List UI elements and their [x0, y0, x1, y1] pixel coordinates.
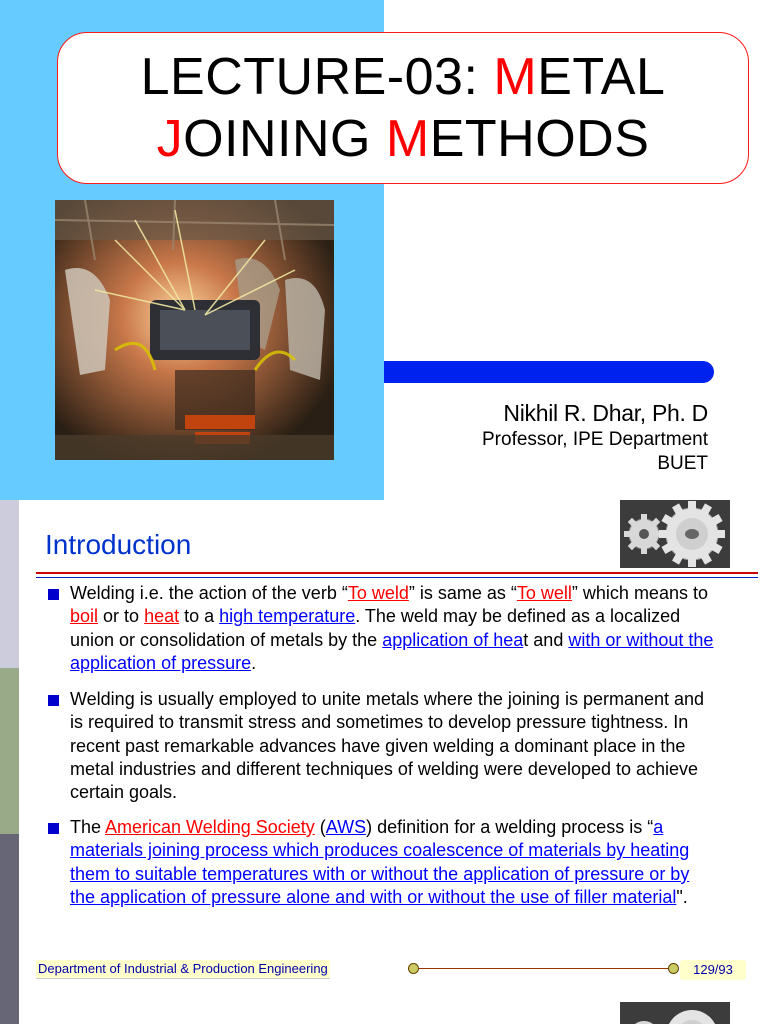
slide-heading: Introduction: [45, 529, 192, 560]
text-link[interactable]: AWS: [325, 817, 367, 837]
text-link[interactable]: To weld: [347, 583, 409, 603]
text-link[interactable]: American Welding Society: [105, 817, 315, 837]
footer-dot-left: [408, 963, 419, 974]
text-link[interactable]: To well: [516, 583, 572, 603]
author-institution: BUET: [657, 453, 708, 474]
text-run: .: [251, 652, 257, 673]
bullet-text: [70, 688, 718, 804]
author-name: Nikhil R. Dhar, Ph. D: [503, 400, 708, 426]
title-segment: ETAL: [537, 48, 666, 106]
footer-dot-right: [668, 963, 679, 974]
author-role: Professor, IPE Department: [482, 429, 708, 450]
heading-rule-red: [36, 572, 758, 574]
title-segment: M: [385, 110, 430, 168]
text-run: ” which means to: [571, 583, 708, 603]
page-number: 129/93: [680, 960, 746, 980]
robotic-welding-line-photo-icon: [55, 200, 334, 460]
text-run: . The weld may be defined as a localized union or consolidation of metals by the: [70, 606, 681, 650]
title-segment: M: [493, 48, 538, 106]
text-run: Welding i.e. the action of the verb “: [70, 583, 348, 603]
text-link[interactable]: a materials joining process which produces coalescence of materials by heating them to suitable temperatures with or without the application of pressure or by the application of pressure alone and with or without the use of filler material: [70, 817, 690, 907]
title-segment: J: [156, 110, 184, 168]
bullet-text: [70, 582, 718, 675]
text-run: The: [70, 817, 106, 837]
text-run: to a: [179, 606, 220, 627]
title-line-2: [157, 108, 650, 170]
title-segment: OINING: [183, 110, 386, 168]
robotic-welding-photo: [55, 200, 334, 460]
bullet-item-2: [48, 688, 718, 804]
text-link[interactable]: application of hea: [382, 629, 524, 650]
author-block: [482, 398, 708, 476]
footer-department: Department of Industrial & Production Engineering: [36, 960, 330, 979]
decorative-blue-bar: [384, 361, 714, 383]
text-run: or to: [98, 606, 145, 627]
gears-icon-bottom: [620, 1002, 730, 1024]
text-run: (: [314, 817, 326, 837]
strip-segment-gray: [0, 834, 19, 1024]
bullet-square-icon: [48, 823, 59, 834]
strip-segment-lavender: [0, 500, 19, 668]
text-run: Welding is usually employed to unite metals where the joining is permanent and is required to transmit stress and sometimes to develop pressure tightness. In recent past remarkable advances have given welding a dominant place in the metal industries and different techniques of welding were developed to achieve certain goals.: [70, 689, 705, 803]
heading-rule-blue: [36, 577, 758, 578]
text-run: t and: [523, 629, 569, 650]
bullet-item-1: [48, 582, 718, 675]
gears-icon: [620, 500, 730, 568]
text-run: ".: [676, 886, 688, 907]
footer-line: [408, 968, 676, 969]
text-run: ” is same as “: [408, 583, 517, 603]
text-link[interactable]: with or without the application of pressure: [70, 629, 714, 673]
content-slide: [0, 500, 768, 1024]
text-link[interactable]: high temperature: [219, 606, 356, 627]
title-segment: LECTURE-03:: [140, 48, 494, 106]
bullet-square-icon: [48, 589, 59, 600]
text-link[interactable]: heat: [144, 606, 180, 627]
text-link[interactable]: boil: [70, 606, 99, 627]
title-box: [57, 32, 749, 184]
bullet-text: [70, 816, 718, 909]
title-slide: [0, 0, 768, 500]
text-run: ) definition for a welding process is “: [366, 817, 654, 837]
strip-segment-green: [0, 668, 19, 834]
title-line-1: [141, 46, 666, 108]
bullet-square-icon: [48, 695, 59, 706]
title-segment: ETHODS: [429, 110, 650, 168]
left-color-strip: [0, 500, 19, 1024]
bullet-item-3: [48, 816, 718, 909]
